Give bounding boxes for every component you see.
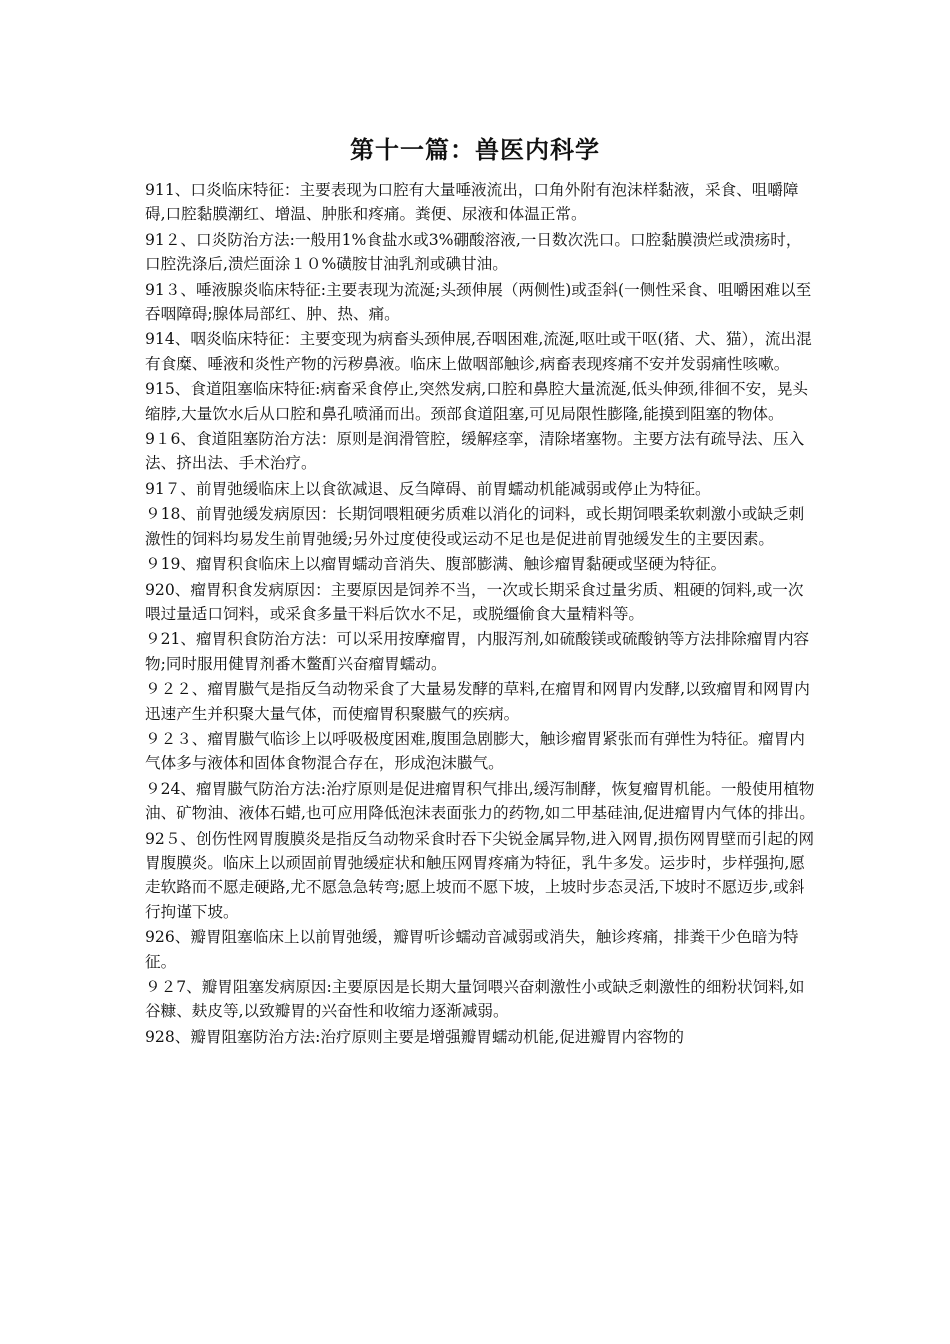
paragraph-16: 926、瓣胃阻塞临床上以前胃弛缓，瓣胃听诊蠕动音减弱或消失，触诊疼痛，排粪干少色暗为特征。 [145, 928, 799, 971]
paragraph-8: ９18、前胃弛缓发病原因：长期饲喂粗硬劣质难以消化的词料，或长期饲喂柔软刺激小或缺乏刺激性的饲料均易发生前胃弛缓;另外过度使役或运动不足也是促进前胃弛缓发生的主要因素。 [145, 505, 805, 548]
paragraph-9: ９19、瘤胃积食临床上以瘤胃蠕动音消失、腹部膨满、触诊瘤胃黏硬或坚硬为特征。 [145, 555, 727, 574]
paragraph-2: 91２、口炎防治方法:一般用1%食盐水或3%硼酸溶液,一日数次洗口。口腔黏膜溃烂或溃疡时，口腔洗涤后,溃烂面涂１０%磺胺甘油乳剂或碘甘油。 [145, 230, 802, 274]
paragraph-3: 91３、唾液腺炎临床特征:主要表现为流涎;头颈伸展（两侧性)或歪斜(一侧性采食、咀嚼困难以至吞咽障碍;腺体局部红、肿、热、痛。 [145, 280, 812, 324]
paragraph-18: 928、瓣胃阻塞防治方法:治疗原则主要是增强瓣胃蠕动机能,促进瓣胃内容物的 [145, 1027, 684, 1046]
paragraph-10: 920、瘤胃积食发病原因：主要原因是饲养不当，一次或长期采食过量劣质、粗硬的饲料,或一次喂过量适口饲料，或采食多量干料后饮水不足，或脱缰偷食大量精料等。 [145, 580, 804, 623]
paragraph-17: ９２7、瓣胃阻塞发病原因:主要原因是长期大量饲喂兴奋刺激性小或缺乏刺激性的细粉状饲料,如谷糠、麸皮等,以致瓣胃的兴奋性和收缩力逐渐减弱。 [145, 978, 805, 1021]
paragraph-11: ９21、瘤胃积食防治方法：可以采用按摩瘤胃，内服泻剂,如硫酸镁或硫酸钠等方法排除瘤胃内容物;同时服用健胃剂番木鳖酊兴奋瘤胃蠕动。 [145, 630, 810, 673]
paragraph-14: ９24、瘤胃臌气防治方法:治疗原则是促进瘤胃积气排出,缓泻制酵，恢复瘤胃机能。一般使用植物油、矿物油、液体石蜡,也可应用降低泡沫表面张力的药物,如二甲基硅油,促进瘤胃内气体的排出。 [145, 779, 815, 823]
paragraph-1: 911、口炎临床特征：主要表现为口腔有大量唾液流出，口角外附有泡沫样黏液，采食、咀嚼障碍,口腔黏膜潮红、增温、肿胀和疼痛。粪便、尿液和体温正常。 [145, 181, 799, 224]
paragraph-13: ９２３、瘤胃臌气临诊上以呼吸极度困难,腹围急剧膨大，触诊瘤胃紧张而有弹性为特征。瘤胃内气体多与液体和固体食物混合存在，形成泡沫臌气。 [145, 729, 805, 773]
paragraph-12: ９２２、瘤胃臌气是指反刍动物采食了大量易发酵的草料,在瘤胃和网胃内发酵,以致瘤胃和网胃内迅速产生并积聚大量气体，而使瘤胃积聚臌气的疾病。 [145, 680, 810, 723]
paragraph-7: 91７、前胃弛缓临床上以食欲减退、反刍障碍、前胃蠕动机能减弱或停止为特征。 [145, 479, 711, 498]
paragraph-5: 915、食道阻塞临床特征:病畜采食停止,突然发病,口腔和鼻腔大量流涎,低头伸颈,徘徊不安，晃头缩脖,大量饮水后从口腔和鼻孔喷涌而出。颈部食道阻塞,可见局限性膨隆,能摸到阻塞的物体。 [145, 380, 809, 423]
paragraph-15: 92５、创伤性网胃腹膜炎是指反刍动物采食时吞下尖锐金属异物,进入网胃,损伤网胃壁而引起的网胃腹膜炎。临床上以顽固前胃弛缓症状和触压网胃疼痛为特征，乳牛多发。运步时，步样强拘,愿走软路而不愿走硬路,尤不愿急急转弯;愿上坡而不愿下坡，上坡时步态灵活,下坡时不愿迈步,或斜行拘谨下坡。 [145, 829, 815, 921]
document-body [145, 178, 817, 1050]
page-title: 第十一篇：兽医内科学 [350, 135, 600, 164]
paragraph-4: 914、咽炎临床特征：主要变现为病畜头颈伸展,吞咽困难,流涎,呕吐或干呕(猪、犬、猫），流出混有食糜、唾液和炎性产物的污秽鼻液。临床上做咽部触诊,病畜表现疼痛不安并发弱痛性咳嗽。 [145, 330, 812, 373]
paragraph-6: 9１6、食道阻塞防治方法：原则是润滑管腔，缓解痉挛，清除堵塞物。主要方法有疏导法、压入法、挤出法、手术治疗。 [145, 430, 805, 473]
